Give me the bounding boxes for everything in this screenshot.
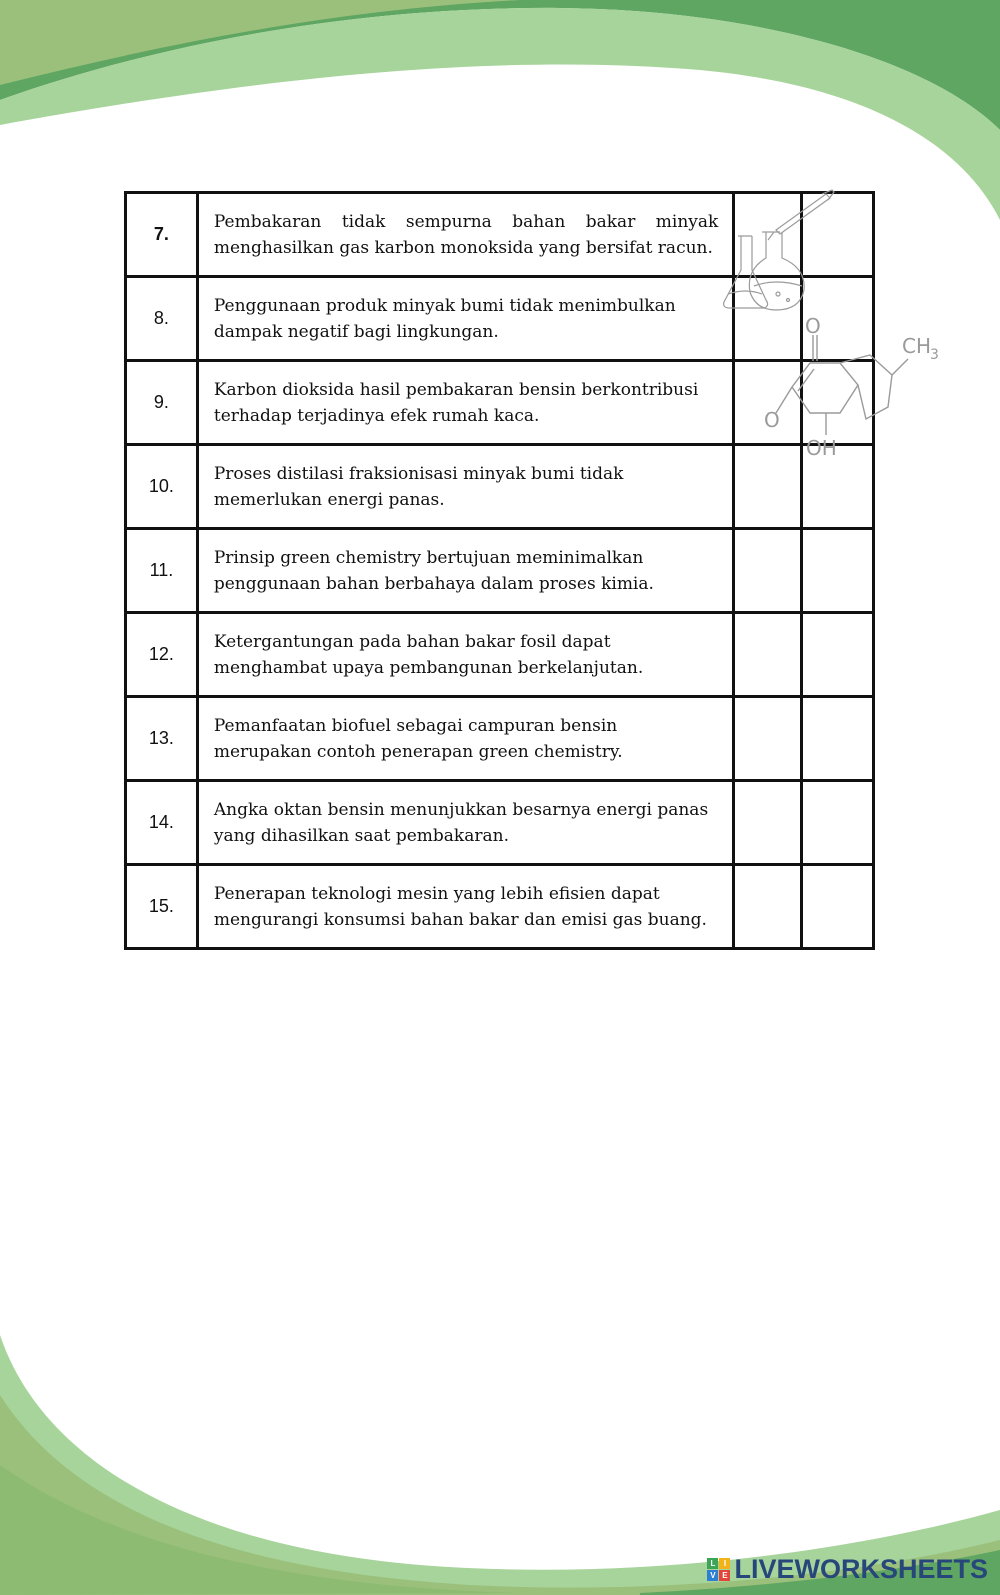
statement-line: merupakan contoh penerapan green chemistry. <box>213 741 623 762</box>
statement-line: Pemanfaatan biofuel sebagai campuran bensin <box>213 715 618 736</box>
table-row <box>126 361 874 445</box>
molecule-methyl-subscript: 3 <box>930 347 939 363</box>
statement-text <box>197 445 733 529</box>
answer-cell-b[interactable] <box>802 613 874 697</box>
statement-line: Ketergantungan pada bahan bakar fosil dapat <box>213 631 611 652</box>
row-number: 15. <box>126 865 198 949</box>
statement-text <box>197 361 733 445</box>
row-number: 11. <box>126 529 198 613</box>
statement-text <box>197 865 733 949</box>
answer-cell-a[interactable] <box>734 529 802 613</box>
statement-line: menghambat upaya pembangunan berkelanjutan. <box>213 657 644 678</box>
answer-cell-a[interactable] <box>734 697 802 781</box>
brand-mark-letter: E <box>719 1570 730 1581</box>
statement-line: terhadap terjadinya efek rumah kaca. <box>213 405 540 426</box>
statement-line: penggunaan bahan berbahaya dalam proses kimia. <box>213 573 654 594</box>
answer-cell-b[interactable] <box>802 193 874 277</box>
statement-text <box>197 277 733 361</box>
answer-cell-b[interactable] <box>802 277 874 361</box>
answer-cell-a[interactable] <box>734 613 802 697</box>
answer-cell-b[interactable] <box>802 865 874 949</box>
statement-text <box>197 529 733 613</box>
statement-text <box>197 613 733 697</box>
statement-line: Penggunaan produk minyak bumi tidak menimbulkan <box>213 295 676 316</box>
row-number: 14. <box>126 781 198 865</box>
statement-line: yang dihasilkan saat pembakaran. <box>213 825 509 846</box>
row-number: 9. <box>126 361 198 445</box>
table-row <box>126 277 874 361</box>
table-row <box>126 865 874 949</box>
answer-cell-a[interactable] <box>734 865 802 949</box>
statement-line: Prinsip green chemistry bertujuan meminimalkan <box>213 547 644 568</box>
answer-cell-a[interactable] <box>734 445 802 529</box>
statement-line: menghasilkan gas karbon monoksida yang bersifat racun. <box>213 237 713 258</box>
answer-cell-b[interactable] <box>802 697 874 781</box>
statement-line: mengurangi konsumsi bahan bakar dan emisi gas buang. <box>213 909 707 930</box>
statement-table <box>124 191 875 950</box>
statement-text <box>197 781 733 865</box>
answer-cell-b[interactable] <box>802 781 874 865</box>
top-wave-decoration <box>0 0 1000 220</box>
answer-cell-a[interactable] <box>734 361 802 445</box>
statement-line: Penerapan teknologi mesin yang lebih efisien dapat <box>213 883 660 904</box>
molecule-oxygen-top: O <box>805 314 821 338</box>
statement-line: dampak negatif bagi lingkungan. <box>213 321 499 342</box>
liveworksheets-logo <box>707 1554 988 1585</box>
brand-text: LIVEWORKSHEETS <box>734 1554 988 1584</box>
row-number: 12. <box>126 613 198 697</box>
row-number: 7. <box>126 193 198 277</box>
liveworksheets-mark-icon <box>707 1558 730 1581</box>
answer-cell-a[interactable] <box>734 193 802 277</box>
answer-cell-b[interactable] <box>802 529 874 613</box>
table-row <box>126 613 874 697</box>
statement-text <box>197 193 733 277</box>
molecule-oxygen-left: O <box>764 408 780 432</box>
answer-cell-b[interactable] <box>802 361 874 445</box>
statement-text <box>197 697 733 781</box>
answer-cell-a[interactable] <box>734 277 802 361</box>
brand-mark-letter: L <box>707 1558 718 1569</box>
brand-mark-letter: I <box>719 1558 730 1569</box>
answer-cell-a[interactable] <box>734 781 802 865</box>
statement-line: Proses distilasi fraksionisasi minyak bumi tidak <box>213 463 624 484</box>
answer-cell-b[interactable] <box>802 445 874 529</box>
table-row <box>126 529 874 613</box>
row-number: 13. <box>126 697 198 781</box>
molecule-hydroxyl: OH <box>806 436 837 460</box>
table-row <box>126 697 874 781</box>
brand-mark-letter: V <box>707 1570 718 1581</box>
row-number: 10. <box>126 445 198 529</box>
statement-line: memerlukan energi panas. <box>213 489 445 510</box>
table-row <box>126 445 874 529</box>
molecule-methyl: CH <box>902 334 932 358</box>
statement-line: Karbon dioksida hasil pembakaran bensin berkontribusi <box>213 379 699 400</box>
statement-line: Angka oktan bensin menunjukkan besarnya energi panas <box>213 799 709 820</box>
table-row <box>126 193 874 277</box>
table-row <box>126 781 874 865</box>
row-number: 8. <box>126 277 198 361</box>
statement-line: Pembakaran tidak sempurna bahan bakar minyak <box>213 211 719 232</box>
